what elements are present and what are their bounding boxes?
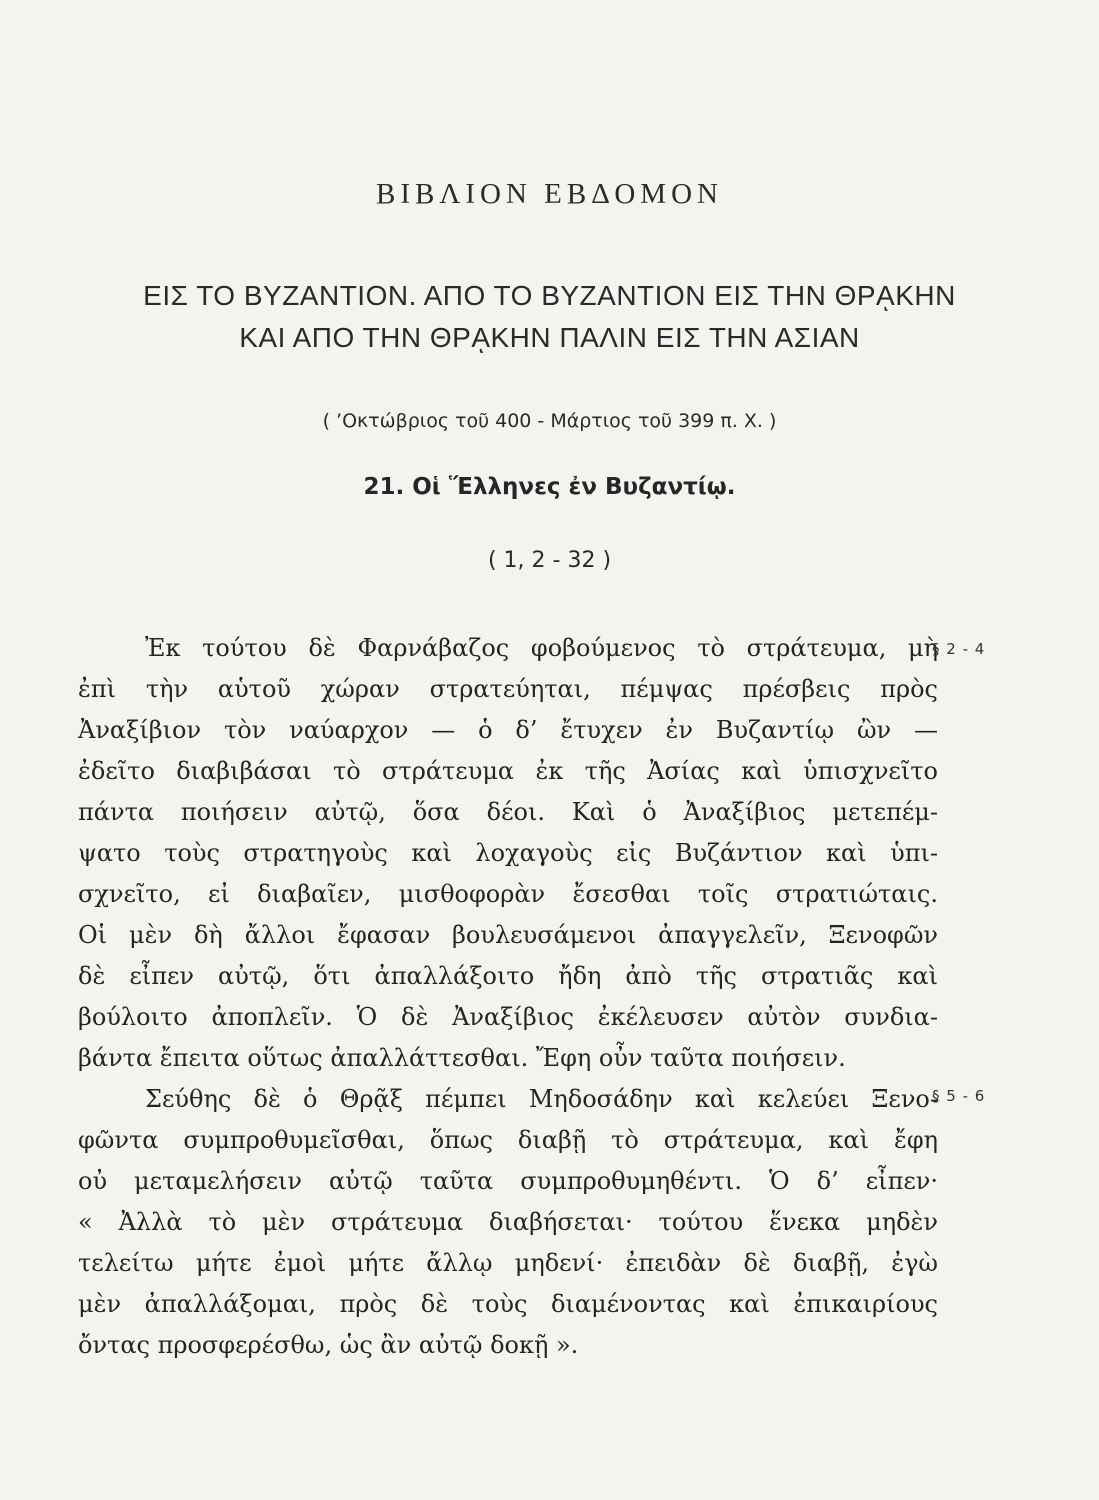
book-title: ΒΙΒΛΙΟΝ ΕΒΔΟΜΟΝ [376,178,723,210]
margin-note: § 5 - 6 [932,1087,986,1105]
text-line: Ἐκ τούτου δὲ Φαρνάβαζος φοβούμενος τὸ στράτευμα, μὴ [145,634,938,662]
body-text [78,628,938,1366]
text-line: « Ἀλλὰ τὸ μὲν στράτευμα διαβήσεται· τούτου ἕνεκα μηδὲν [78,1208,938,1236]
passage-reference: ( 1, 2 - 32 ) [487,548,612,573]
text-line: μὲν ἀπαλλάξομαι, πρὸς δὲ τοὺς διαμένοντας καὶ ἐπικαιρίους [78,1290,938,1318]
text-line: βούλοιτο ἀποπλεῖν. Ὁ δὲ Ἀναξίβιος ἐκέλευσεν αὐτὸν συνδια- [78,1003,938,1031]
text-line: πάντα ποιήσειν αὐτῷ, ὅσα δέοι. Καὶ ὁ Ἀναξίβιος μετεπέμ- [78,798,938,826]
margin-note: § 2 - 4 [932,640,986,658]
text-line: ὄντας προσφερέσθω, ὡς ἂν αὐτῷ δοκῇ ». [78,1331,579,1359]
text-line: δὲ εἶπεν αὐτῷ, ὅτι ἀπαλλάξοιτο ἤδη ἀπὸ τῆς στρατιᾶς καὶ [78,962,938,990]
section-heading: 21. Οἱ Ἕλληνες ἐν Βυζαντίῳ. [363,474,736,500]
text-line: ἐδεῖτο διαβιβάσαι τὸ στράτευμα ἐκ τῆς Ἀσίας καὶ ὑπισχνεῖτο [78,757,938,785]
text-line: ἐπὶ τὴν αὑτοῦ χώραν στρατεύηται, πέμψας πρέσβεις πρὸς [78,675,938,703]
text-line: ψατο τοὺς στρατηγοὺς καὶ λοχαγοὺς εἰς Βυζάντιον καὶ ὑπι- [78,839,938,867]
text-line: Σεύθης δὲ ὁ Θρᾷξ πέμπει Μηδοσάδην καὶ κελεύει Ξενο- [145,1085,938,1113]
text-line: οὐ μεταμελήσειν αὐτῷ ταῦτα συμπροθυμηθέντι. Ὁ δ’ εἶπεν· [78,1167,938,1195]
text-line: Ἀναξίβιον τὸν ναύαρχον — ὁ δ’ ἔτυχεν ἐν Βυζαντίῳ ὢν — [78,716,938,744]
text-line: βάντα ἔπειτα οὕτως ἀπαλλάττεσθαι. Ἔφη οὖν ταῦτα ποιήσειν. [78,1044,846,1072]
text-line: σχνεῖτο, εἰ διαβαῖεν, μισθοφορὰν ἔσεσθαι τοῖς στρατιώταις. [78,880,938,908]
date-range: ( ’Οκτώβριος τοῦ 400 - Μάρτιος τοῦ 399 π. Χ. ) [322,410,777,432]
part-title-line-2: ΚΑΙ ΑΠΟ ΤΗΝ ΘΡᾼΚΗΝ ΠΑΛΙΝ ΕΙΣ ΤΗΝ ΑΣΙΑΝ [239,322,860,353]
part-title-line-1: ΕΙΣ ΤΟ ΒΥΖΑΝΤΙΟΝ. ΑΠΟ ΤΟ ΒΥΖΑΝΤΙΟΝ ΕΙΣ ΤΗΝ ΘΡᾼΚΗΝ [143,280,956,311]
text-line: φῶντα συμπροθυμεῖσθαι, ὅπως διαβῇ τὸ στράτευμα, καὶ ἔφη [78,1126,938,1154]
text-line: τελείτω μήτε ἐμοὶ μήτε ἄλλῳ μηδενί· ἐπειδὰν δὲ διαβῇ, ἐγὼ [78,1249,938,1277]
text-line: Οἱ μὲν δὴ ἄλλοι ἔφασαν βουλευσάμενοι ἀπαγγελεῖν, Ξενοφῶν [78,921,938,949]
